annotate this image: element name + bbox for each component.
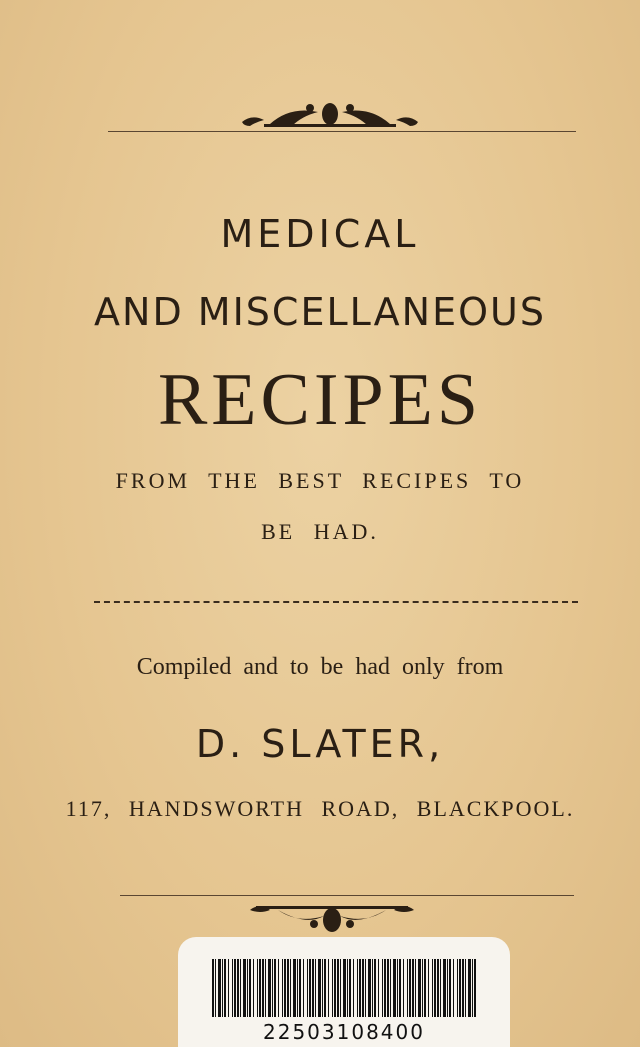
barcode-bar — [243, 959, 246, 1017]
barcode-bar — [287, 959, 289, 1017]
barcode-bar — [224, 959, 226, 1017]
barcode-bar — [357, 959, 358, 1017]
barcode-bar — [228, 959, 229, 1017]
barcode-bar — [434, 959, 436, 1017]
barcode-bar — [240, 959, 241, 1017]
barcode-bar — [274, 959, 276, 1017]
barcode-bar — [318, 959, 321, 1017]
library-barcode-label — [178, 937, 510, 1047]
barcode-bar — [309, 959, 311, 1017]
barcode-bar — [259, 959, 261, 1017]
barcode-bar — [265, 959, 266, 1017]
middle-rule — [94, 601, 578, 603]
barcode-bar — [312, 959, 314, 1017]
publisher-address: 117, HANDSWORTH ROAD, BLACKPOOL. — [65, 796, 575, 821]
title-line-1: MEDICAL — [220, 212, 420, 256]
barcode-bar — [384, 959, 386, 1017]
barcode — [212, 959, 480, 1017]
barcode-bar — [293, 959, 296, 1017]
barcode-bar — [407, 959, 408, 1017]
barcode-bar — [393, 959, 396, 1017]
barcode-bar — [443, 959, 446, 1017]
barcode-bar — [368, 959, 371, 1017]
barcode-bar — [262, 959, 264, 1017]
barcode-bar — [387, 959, 389, 1017]
barcode-bar — [332, 959, 333, 1017]
barcode-bar — [457, 959, 458, 1017]
barcode-bar — [468, 959, 471, 1017]
barcode-bar — [303, 959, 304, 1017]
barcode-bar — [382, 959, 383, 1017]
barcode-bar — [449, 959, 451, 1017]
barcode-bar — [322, 959, 323, 1017]
subtitle-line-2: BE HAD. — [261, 519, 379, 544]
barcode-bar — [218, 959, 221, 1017]
barcode-bar — [462, 959, 464, 1017]
barcode-bar — [474, 959, 476, 1017]
title-main: RECIPES — [157, 359, 483, 441]
barcode-bar — [415, 959, 416, 1017]
barcode-bar — [347, 959, 348, 1017]
top-rule — [108, 131, 576, 132]
barcode-bar — [307, 959, 308, 1017]
barcode-bar — [365, 959, 366, 1017]
barcode-bar — [272, 959, 273, 1017]
barcode-bar — [215, 959, 216, 1017]
barcode-bar — [418, 959, 421, 1017]
barcode-bar — [437, 959, 439, 1017]
title-line-2: AND MISCELLANEOUS — [94, 290, 546, 334]
barcode-bar — [290, 959, 291, 1017]
barcode-bar — [337, 959, 339, 1017]
barcode-bar — [257, 959, 258, 1017]
barcode-bar — [315, 959, 316, 1017]
bottom-ornament — [248, 900, 416, 934]
barcode-bar — [268, 959, 271, 1017]
barcode-bar — [432, 959, 433, 1017]
barcode-bar — [412, 959, 414, 1017]
subtitle-line-1: FROM THE BEST RECIPES TO — [115, 468, 525, 493]
barcode-bar — [353, 959, 354, 1017]
barcode-bar — [472, 959, 473, 1017]
barcode-bar — [459, 959, 461, 1017]
barcode-bar — [403, 959, 404, 1017]
publisher-name: D. SLATER, — [195, 722, 445, 766]
barcode-bar — [299, 959, 301, 1017]
barcode-bar — [374, 959, 376, 1017]
barcode-bar — [253, 959, 254, 1017]
barcode-bar — [222, 959, 223, 1017]
barcode-bar — [378, 959, 379, 1017]
barcode-bar — [284, 959, 286, 1017]
barcode-bar — [390, 959, 391, 1017]
barcode-bar — [428, 959, 429, 1017]
barcode-number: 22503108400 — [263, 1020, 425, 1044]
barcode-bar — [237, 959, 239, 1017]
barcode-bar — [372, 959, 373, 1017]
barcode-bar — [453, 959, 454, 1017]
barcode-bar — [349, 959, 351, 1017]
top-ornament — [240, 100, 420, 132]
barcode-bar — [397, 959, 398, 1017]
barcode-bar — [409, 959, 411, 1017]
barcode-bar — [249, 959, 251, 1017]
barcode-bar — [232, 959, 233, 1017]
barcode-bar — [399, 959, 401, 1017]
barcode-bar — [324, 959, 326, 1017]
barcode-bar — [278, 959, 279, 1017]
barcode-bar — [422, 959, 423, 1017]
barcode-bar — [440, 959, 441, 1017]
barcode-bar — [334, 959, 336, 1017]
barcode-bar — [212, 959, 214, 1017]
barcode-bar — [247, 959, 248, 1017]
barcode-bar — [362, 959, 364, 1017]
compiled-by-text: Compiled and to be had only from — [136, 654, 504, 680]
barcode-bar — [359, 959, 361, 1017]
bottom-rule — [120, 895, 574, 896]
barcode-bar — [234, 959, 236, 1017]
barcode-bar — [340, 959, 341, 1017]
barcode-bar — [297, 959, 298, 1017]
barcode-bar — [282, 959, 283, 1017]
barcode-bar — [343, 959, 346, 1017]
barcode-bar — [465, 959, 466, 1017]
barcode-bar — [328, 959, 329, 1017]
barcode-bar — [424, 959, 426, 1017]
barcode-bar — [447, 959, 448, 1017]
